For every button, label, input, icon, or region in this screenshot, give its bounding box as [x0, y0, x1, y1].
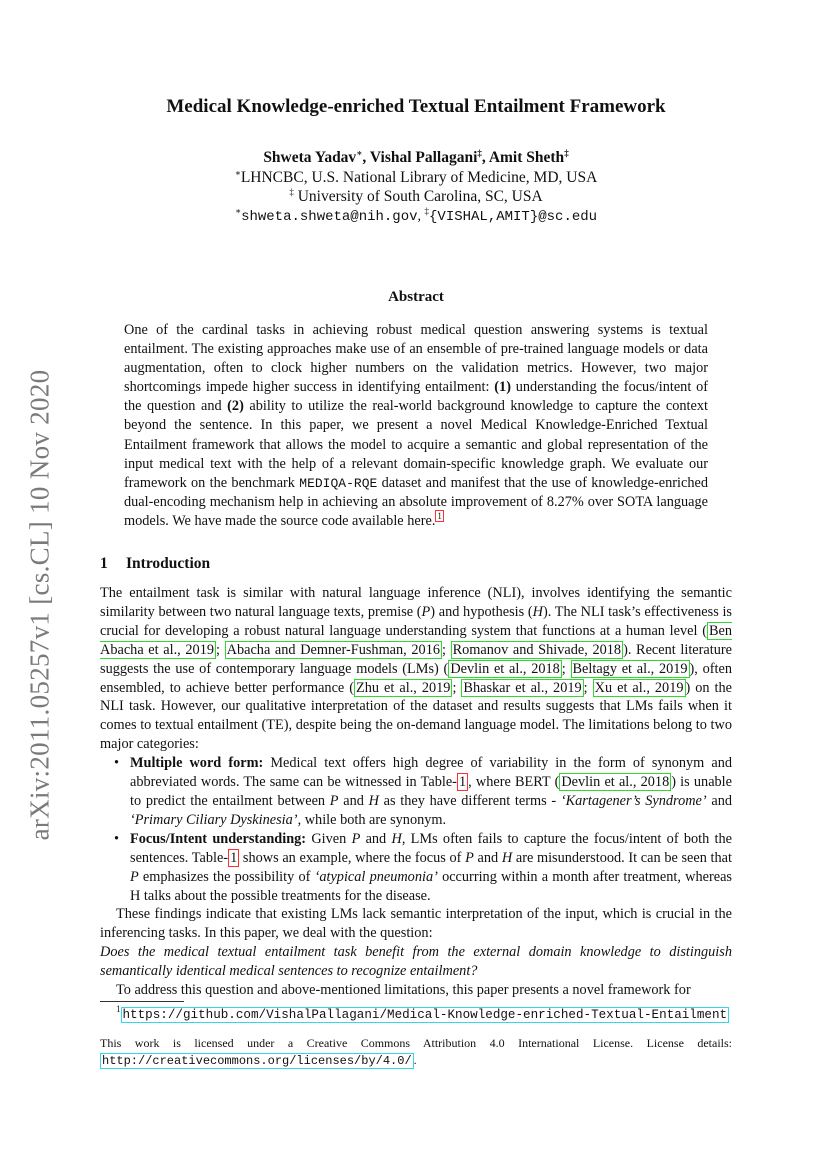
author-block: [100, 148, 732, 227]
intro-paragraph-1: The entailment task is similar with natural language inference (NLI), involves identifying the semantic similarity between two natural language texts, premise (P) and hypothesis (H). The NLI task’s effectiveness is crucial for developing a robust natural language understanding system that functions at a human level ( Ben Abacha et al., 2019 ; Abacha and Demner-Fushman, 2016 ; Romanov and Shivade, 2018 ). Recent literature suggests the use of contemporary language models (LMs) ( Devlin et al., 2018 ; Beltagy et al., 2019 ), often ensembled, to achieve better performance ( Zhu et al., 2019 ; Bhaskar et al., 2019 ; Xu et al., 2019 ) on the NLI task. However, our qualitative interpretation of the dataset and results suggests that LMs fails when it comes to textual entailment (TE), despite being the on-demand language model. The limitations belong to two major categories:: [100, 585, 733, 753]
table-ref-link[interactable]: 1: [230, 849, 238, 866]
bullet-item-2: • Focus/Intent understanding: Given P and H, LMs often fails to capture the focus/intent of both the sentences. Table- 1 shows an example, where the focus of P and H are misunderstood. It can be seen that P emphasizes the possibility of ‘atypical pneumonia’ occurring within a month after treatment, whereas H talks about the possible treatments for the disease.: [114, 830, 733, 904]
author-2: Vishal Pallagani: [369, 149, 478, 166]
citation-link[interactable]: Zhu et al., 2019: [356, 679, 451, 696]
citation-link[interactable]: Bhaskar et al., 2019: [463, 679, 582, 696]
intro-paragraph-3: To address this question and above-mentioned limitations, this paper presents a novel framework for: [116, 982, 691, 999]
citation-link[interactable]: Ben Abacha et al., 2019: [100, 622, 732, 658]
arxiv-id: arXiv:2011.05257v1 [cs.CL] 10 Nov 2020: [24, 369, 55, 841]
table-ref-link[interactable]: 1: [458, 774, 467, 791]
arxiv-stamp: [10, 360, 70, 850]
citation-link[interactable]: Devlin et al., 2018: [450, 660, 560, 677]
bullet-icon: •: [114, 755, 120, 772]
author-3: Amit Sheth: [488, 149, 565, 166]
bullet-item-1: • Multiple word form: Medical text offers high degree of variability in the form of synonym and abbreviated words. The same can be witnessed in Table- 1 , where BERT ( Devlin et al., 2018 ) is unable to predict the entailment between P and H as they have different terms - ‘Kartagener’s Syndrome’ and ‘Primary Ciliary Dyskinesia’, while both are synonym.: [114, 755, 733, 828]
citation-link[interactable]: Beltagy et al., 2019: [572, 660, 688, 677]
intro-paragraph-2: These findings indicate that existing LMs lack semantic interpretation of the input, which is crucial in the inferencing tasks. In this paper, we deal with the question:: [100, 906, 732, 942]
email-1: shweta.shweta@nih.gov: [241, 208, 418, 225]
section-heading: [100, 555, 210, 573]
email-2: {VISHAL,AMIT}@sc.edu: [429, 208, 598, 225]
bullet-icon: •: [114, 830, 120, 847]
footnote-1: $^1$ https://github.com/VishalPallagani/Medical-Knowledge-enriched-Textual-Entailment: [116, 1004, 728, 1022]
affiliation-2: ‡ University of South Carolina, SC, USA: [289, 187, 543, 205]
footnote-divider: [100, 1001, 184, 1002]
author-names: Shweta Yadav∗, Vishal Pallagani‡, Amit Sheth‡: [263, 148, 569, 166]
section-number: 1: [100, 555, 108, 572]
footnote-link-1[interactable]: 1: [437, 510, 442, 521]
abstract-heading: Abstract: [388, 289, 444, 305]
abstract-body: One of the cardinal tasks in achieving robust medical question answering systems is textual entailment. The existing approaches make use of an ensemble of pre-trained language models or data augmentation, often to clock higher numbers on the validation metrics. However, two major shortcomings impede higher success in identifying entailment: (1) understanding the focus/intent of the question and (2) ability to utilize the real-world background knowledge to capture the context beyond the sentence. In this paper, we present a novel Medical Knowledge-Enriched Textual Entailment framework that allows the model to acquire a semantic and global representation of the input medical text with the help of a relevant domain-specific knowledge graph. We evaluate our framework on the benchmark MEDIQA-RQE dataset and manifest that the use of knowledge-enriched dual-encoding mechanism help in achieving an absolute improvement of 8.27% over SOTA language models. We have made the source code available here. $^1$: [124, 322, 709, 529]
citation-link[interactable]: Devlin et al., 2018: [561, 774, 670, 791]
license-footnote: This work is licensed under a Creative Commons Attribution 4.0 International License. License details: http://creativecommons.org/licenses/by/4.0/ .: [100, 1036, 732, 1068]
dataset-name: MEDIQA-RQE: [299, 475, 378, 491]
affiliation-1: ∗LHNCBC, U.S. National Library of Medicine, MD, USA: [234, 167, 598, 186]
license-url-link[interactable]: http://creativecommons.org/licenses/by/4.0/: [102, 1054, 412, 1068]
section-title: Introduction: [126, 555, 211, 572]
paper-title: Medical Knowledge-enriched Textual Entailment Framework: [166, 96, 666, 117]
source-code-url-link[interactable]: https://github.com/VishalPallagani/Medical-Knowledge-enriched-Textual-Entailment: [122, 1008, 728, 1022]
citation-link[interactable]: Abacha and Demner-Fushman, 2016: [226, 641, 440, 658]
citation-link[interactable]: Xu et al., 2019: [594, 679, 684, 696]
citation-link[interactable]: Romanov and Shivade, 2018: [452, 641, 622, 658]
introduction-body: [100, 584, 732, 1000]
author-emails: ∗shweta.shweta@nih.gov, ‡{VISHAL,AMIT}@sc.edu: [234, 205, 598, 225]
author-1: Shweta Yadav: [263, 149, 357, 166]
research-question: Does the medical textual entailment task benefit from the external domain knowledge to distinguish semantically identical medical sentences to recognize entailment?: [100, 944, 732, 980]
